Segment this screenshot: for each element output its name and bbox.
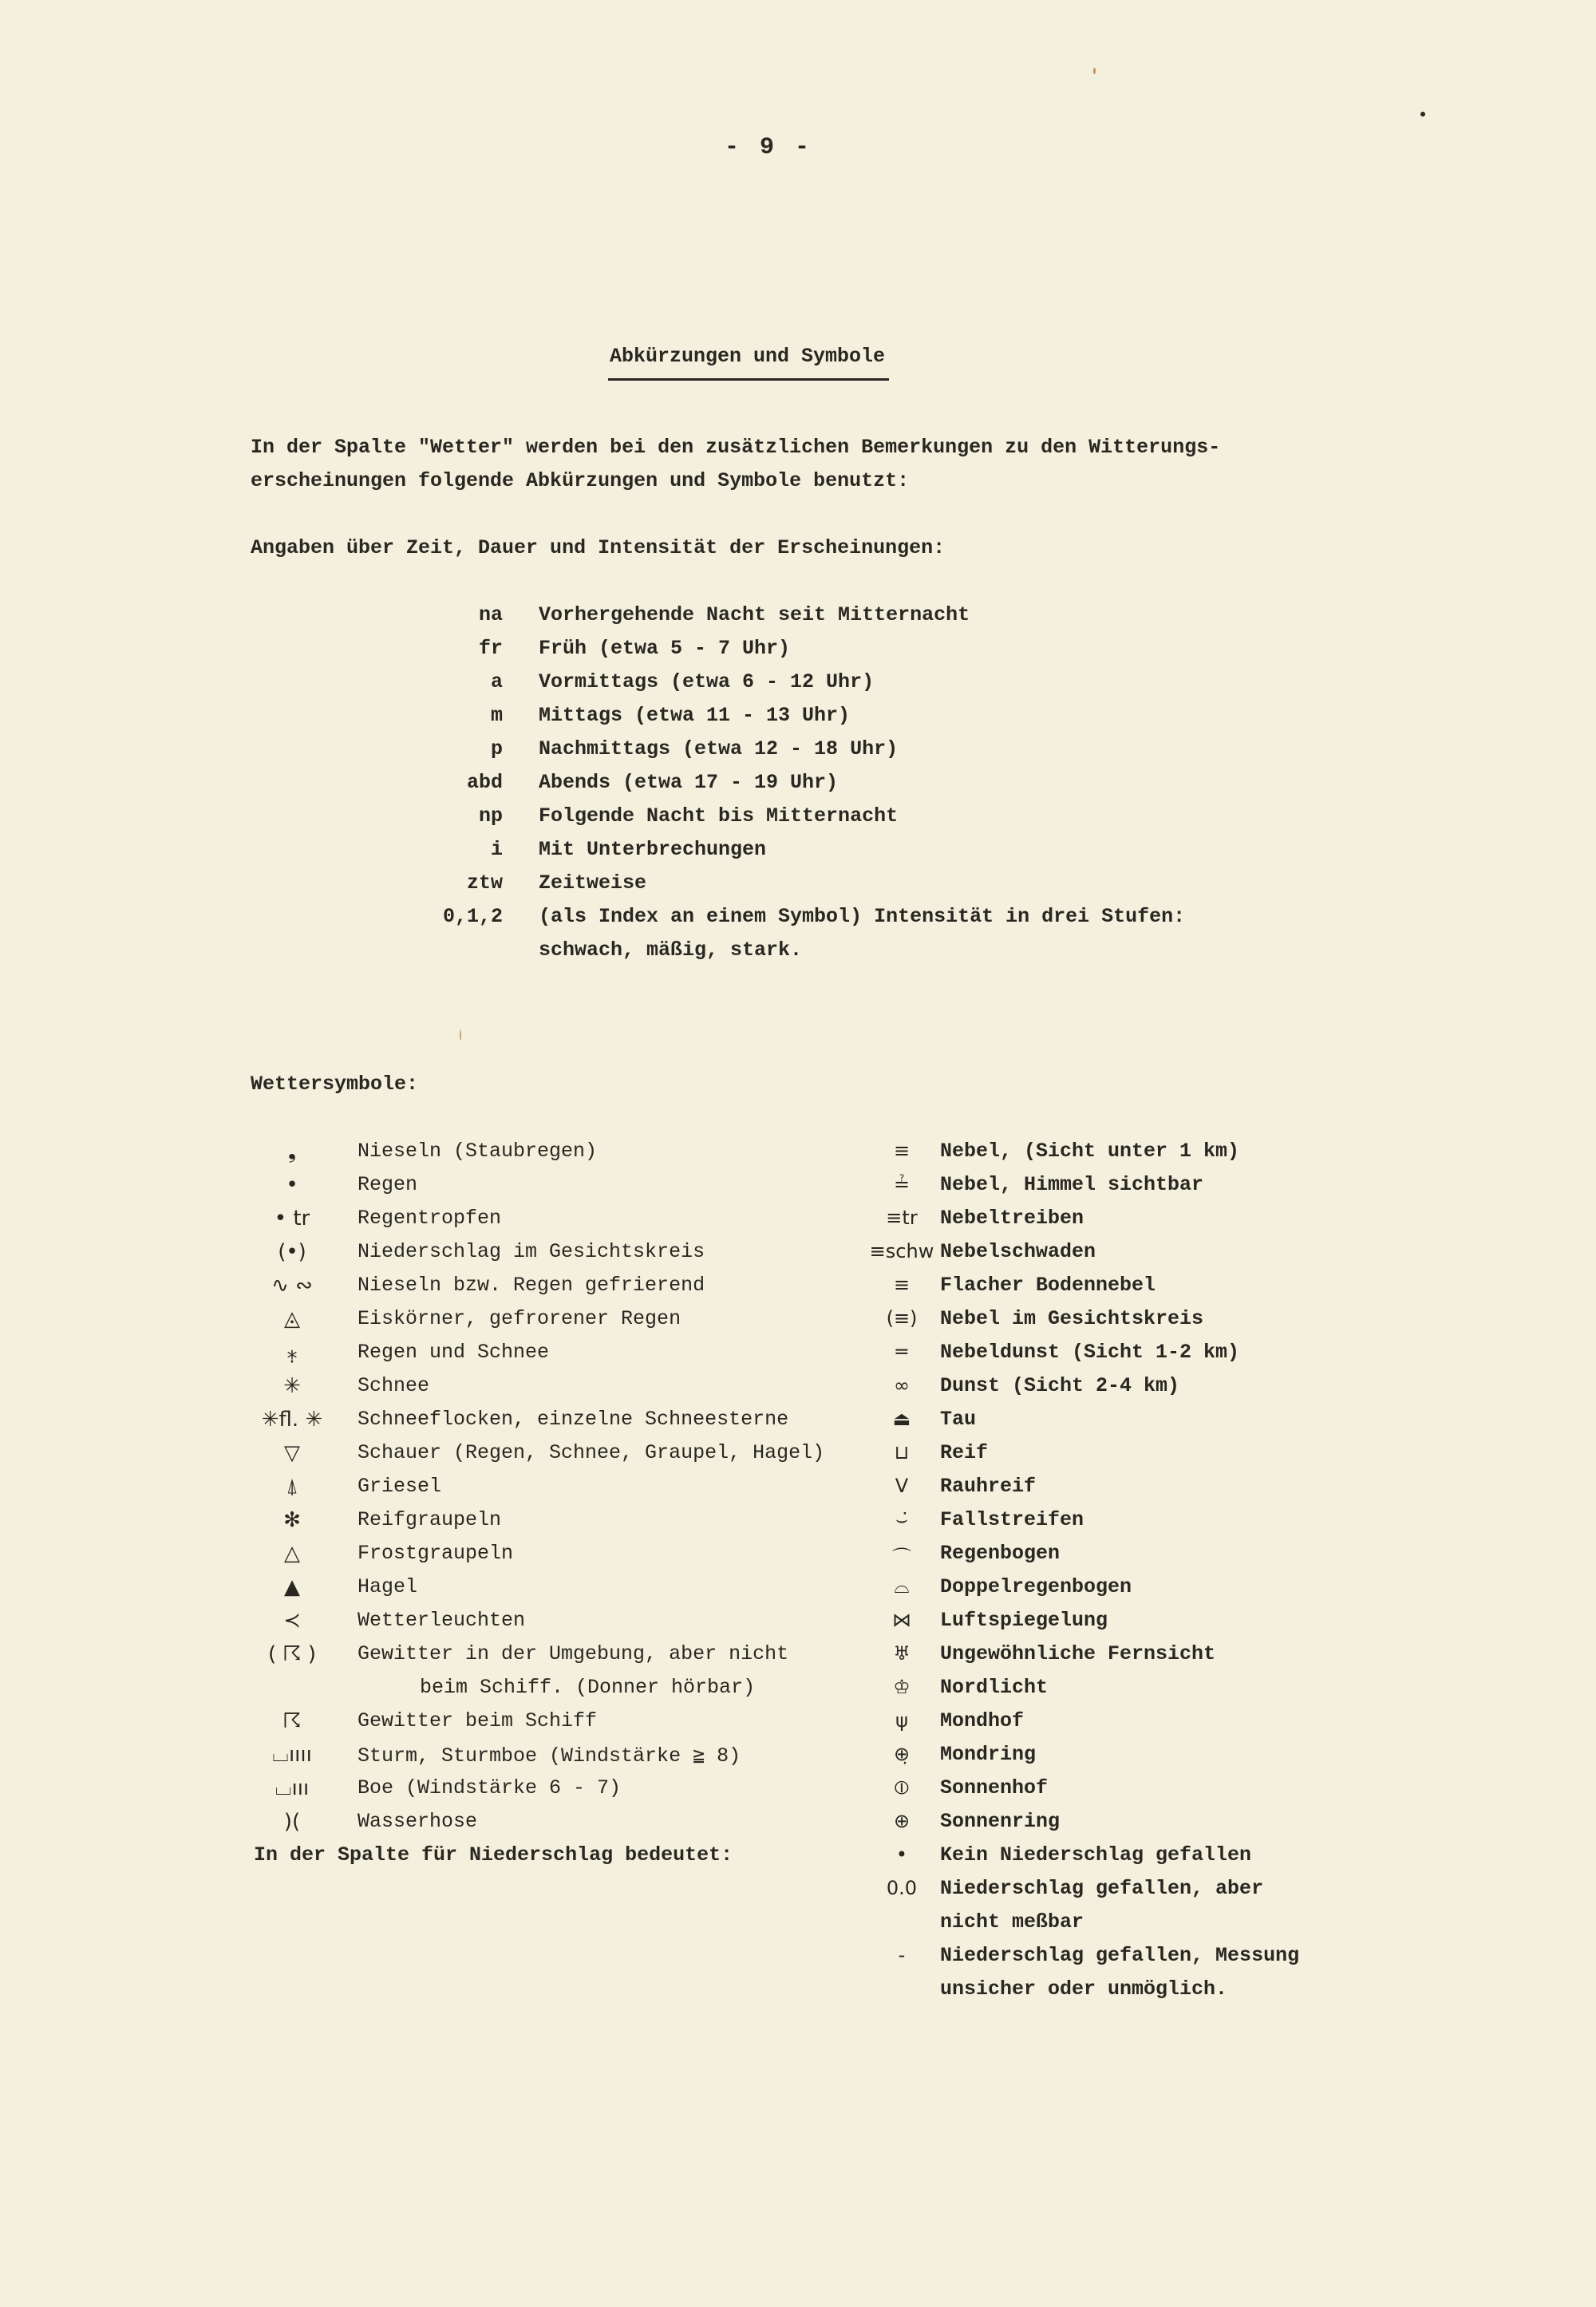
weather-symbol-label: Nebeltreiben <box>940 1207 1084 1230</box>
weather-symbol-icon: ( ☈ ) <box>267 1642 317 1666</box>
weather-symbol-icon: ⏏ <box>892 1408 911 1430</box>
weather-symbol-label: Reifgraupeln <box>358 1508 502 1531</box>
weather-symbol-label: Nordlicht <box>940 1676 1049 1699</box>
weather-symbol-label: Nieseln (Staubregen) <box>358 1140 598 1163</box>
weather-symbol-icon: V <box>895 1475 909 1497</box>
weather-symbol-icon: ≺ <box>283 1609 301 1633</box>
abbreviation-code: i <box>490 838 503 861</box>
weather-symbol-label: Schneeflocken, einzelne Schneesterne <box>358 1408 789 1431</box>
weather-symbol-icon: ♅ <box>893 1642 911 1665</box>
weather-symbol-label: Luftspiegelung <box>940 1609 1108 1632</box>
weather-symbol-label: Nebel, Himmel sichtbar <box>940 1173 1204 1196</box>
abbreviation-code: m <box>490 704 503 727</box>
section-heading: Abkürzungen und Symbole <box>610 345 886 368</box>
weather-symbol-icon: ψ <box>895 1709 908 1732</box>
weather-symbol-icon: ⌴ııı <box>275 1776 310 1800</box>
weather-symbol-label: Niederschlag gefallen, aber <box>940 1877 1264 1900</box>
weather-symbol-label: unsicher oder unmöglich. <box>940 1977 1228 2001</box>
weather-symbol-label: Sonnenring <box>940 1810 1061 1833</box>
paper-speck <box>460 1029 461 1041</box>
weather-symbol-label: Dunst (Sicht 2-4 km) <box>940 1374 1180 1397</box>
weather-symbol-label: Schauer (Regen, Schnee, Graupel, Hagel) <box>358 1441 825 1464</box>
weather-symbol-icon: ≡schw <box>869 1240 934 1262</box>
weather-symbol-icon: ≟ <box>893 1173 911 1195</box>
weather-symbol-label: Niederschlag gefallen, Messung <box>940 1944 1300 1967</box>
weather-symbol-icon: ✻ <box>283 1508 301 1532</box>
weather-symbols-heading: Wettersymbole: <box>251 1073 419 1096</box>
weather-symbol-label: Gewitter in der Umgebung, aber nicht <box>358 1642 789 1665</box>
weather-symbol-icon: 0.0 <box>886 1877 918 1899</box>
weather-symbol-icon: • <box>895 1843 908 1866</box>
weather-symbol-icon: ⊔ <box>894 1441 910 1464</box>
abbreviation-description: Vorhergehende Nacht seit Mitternacht <box>539 603 970 626</box>
time-heading: Angaben über Zeit, Dauer und Intensität der Erscheinungen: <box>251 536 946 559</box>
weather-symbol-icon: ⦶ <box>895 1776 909 1799</box>
weather-symbol-icon: )( <box>283 1810 301 1834</box>
weather-symbol-icon: ☈ <box>282 1709 302 1733</box>
intro-line-1: In der Spalte "Wetter" werden bei den zusätzlichen Bemerkungen zu den Witterungs- <box>251 436 1221 459</box>
weather-symbol-icon: ⊕̣ <box>893 1743 911 1765</box>
abbreviation-code: na <box>478 603 503 626</box>
abbreviation-description: Mittags (etwa 11 - 13 Uhr) <box>539 704 851 727</box>
weather-symbol-label: Fallstreifen <box>940 1508 1084 1531</box>
weather-symbol-label: Rauhreif <box>940 1475 1037 1498</box>
weather-symbol-icon: ⌓ <box>894 1575 910 1598</box>
weather-symbol-label: Flacher Bodennebel <box>940 1274 1156 1297</box>
weather-symbol-label: Reif <box>940 1441 989 1464</box>
weather-symbol-icon: ∞ <box>894 1374 910 1396</box>
abbreviation-description: Zeitweise <box>539 871 647 895</box>
weather-symbol-icon: • tr <box>274 1207 310 1231</box>
weather-symbol-icon: (≡) <box>886 1307 918 1329</box>
abbreviation-description: Früh (etwa 5 - 7 Uhr) <box>539 637 791 660</box>
weather-symbol-label: Mondring <box>940 1743 1037 1766</box>
weather-symbol-label: Regentropfen <box>358 1207 502 1230</box>
weather-symbol-icon: ❟ <box>287 1140 297 1163</box>
weather-symbol-label: Frostgraupeln <box>358 1542 514 1565</box>
weather-symbol-icon: ⋈ <box>892 1609 911 1631</box>
abbreviation-description: (als Index an einem Symbol) Intensität in drei Stufen: <box>539 905 1186 928</box>
weather-symbol-icon: ≡tr <box>886 1207 918 1229</box>
weather-symbol-label: Nebeldunst (Sicht 1-2 km) <box>940 1341 1240 1364</box>
abbreviation-description: Vormittags (etwa 6 - 12 Uhr) <box>539 670 875 693</box>
weather-symbol-icon: ⍋ <box>286 1475 298 1499</box>
weather-symbol-label: Griesel <box>358 1475 442 1498</box>
heading-underline <box>608 378 889 381</box>
abbreviation-code: fr <box>478 637 503 660</box>
weather-symbol-icon: ⌒ <box>892 1547 911 1569</box>
abbreviation-description: Nachmittags (etwa 12 - 18 Uhr) <box>539 737 899 760</box>
weather-symbol-icon: - <box>898 1944 906 1966</box>
weather-symbol-icon: (•) <box>278 1240 306 1264</box>
weather-symbol-icon: ▽ <box>284 1441 300 1465</box>
weather-symbol-label: Hagel <box>358 1575 418 1598</box>
weather-symbol-label: Gewitter beim Schiff <box>358 1709 598 1732</box>
abbreviation-code: a <box>490 670 503 693</box>
weather-symbol-label: Doppelregenbogen <box>940 1575 1132 1598</box>
abbreviation-description: Abends (etwa 17 - 19 Uhr) <box>539 771 839 794</box>
weather-symbol-icon: ▲ <box>284 1575 300 1599</box>
weather-symbol-icon: ◬ <box>284 1307 300 1331</box>
precipitation-heading: In der Spalte für Niederschlag bedeutet: <box>254 1843 733 1867</box>
weather-symbol-icon: ═ <box>895 1341 908 1363</box>
weather-symbol-label: Wasserhose <box>358 1810 478 1833</box>
weather-symbol-label: Sturm, Sturmboe (Windstärke ≧ 8) <box>358 1744 741 1768</box>
weather-symbol-label: Boe (Windstärke 6 - 7) <box>358 1776 622 1799</box>
weather-symbol-icon: ≡ <box>893 1274 911 1296</box>
weather-symbol-icon: ✳fl. ✳ <box>261 1408 323 1432</box>
weather-symbol-label: Niederschlag im Gesichtskreis <box>358 1240 705 1263</box>
weather-symbol-label: Mondhof <box>940 1709 1025 1732</box>
abbreviation-description: Folgende Nacht bis Mitternacht <box>539 804 899 828</box>
abbreviation-code: abd <box>466 771 503 794</box>
abbreviation-code: np <box>478 804 503 828</box>
weather-symbol-label: Tau <box>940 1408 977 1431</box>
weather-symbol-icon: ≡ <box>893 1140 911 1162</box>
paper-speck <box>1093 68 1096 74</box>
weather-symbol-label: Sonnenhof <box>940 1776 1049 1799</box>
weather-symbol-label: nicht meßbar <box>940 1910 1084 1934</box>
weather-symbol-icon: ⌴ıııı <box>272 1743 312 1767</box>
weather-symbol-icon: • <box>286 1173 298 1197</box>
weather-symbol-icon: ⊕ <box>893 1810 911 1832</box>
weather-symbol-icon: ∿ ∾ <box>271 1274 313 1298</box>
abbreviation-code: 0,1,2 <box>442 905 503 928</box>
weather-symbol-label: Nebel im Gesichtskreis <box>940 1307 1204 1330</box>
weather-symbol-icon: ⌣̇ <box>895 1508 908 1531</box>
abbreviation-code: ztw <box>466 871 503 895</box>
weather-symbol-label: Nebelschwaden <box>940 1240 1096 1263</box>
abbreviation-continuation: schwach, mäßig, stark. <box>539 938 803 962</box>
weather-symbol-icon: ⁎̣ <box>286 1341 298 1365</box>
intro-line-2: erscheinungen folgende Abkürzungen und Symbole benutzt: <box>251 469 910 492</box>
weather-symbol-icon: △ <box>284 1542 300 1566</box>
weather-symbol-label: Kein Niederschlag gefallen <box>940 1843 1252 1867</box>
weather-symbol-label: Schnee <box>358 1374 430 1397</box>
abbreviation-description: Mit Unterbrechungen <box>539 838 767 861</box>
abbreviation-code: p <box>490 737 503 760</box>
weather-symbol-label: Eiskörner, gefrorener Regen <box>358 1307 681 1330</box>
weather-symbol-label: Regen und Schnee <box>358 1341 550 1364</box>
weather-symbol-label: beim Schiff. (Donner hörbar) <box>420 1676 756 1699</box>
weather-symbol-icon: ♔ <box>893 1676 911 1698</box>
weather-symbol-label: Nieseln bzw. Regen gefrierend <box>358 1274 705 1297</box>
page-number: - 9 - <box>725 134 813 161</box>
weather-symbol-label: Nebel, (Sicht unter 1 km) <box>940 1140 1240 1163</box>
weather-symbol-label: Ungewöhnliche Fernsicht <box>940 1642 1216 1665</box>
weather-symbol-label: Regenbogen <box>940 1542 1061 1565</box>
weather-symbol-icon: ✳ <box>283 1374 301 1398</box>
weather-symbol-label: Wetterleuchten <box>358 1609 526 1632</box>
weather-symbol-label: Regen <box>358 1173 418 1196</box>
paper-speck <box>1420 112 1425 117</box>
